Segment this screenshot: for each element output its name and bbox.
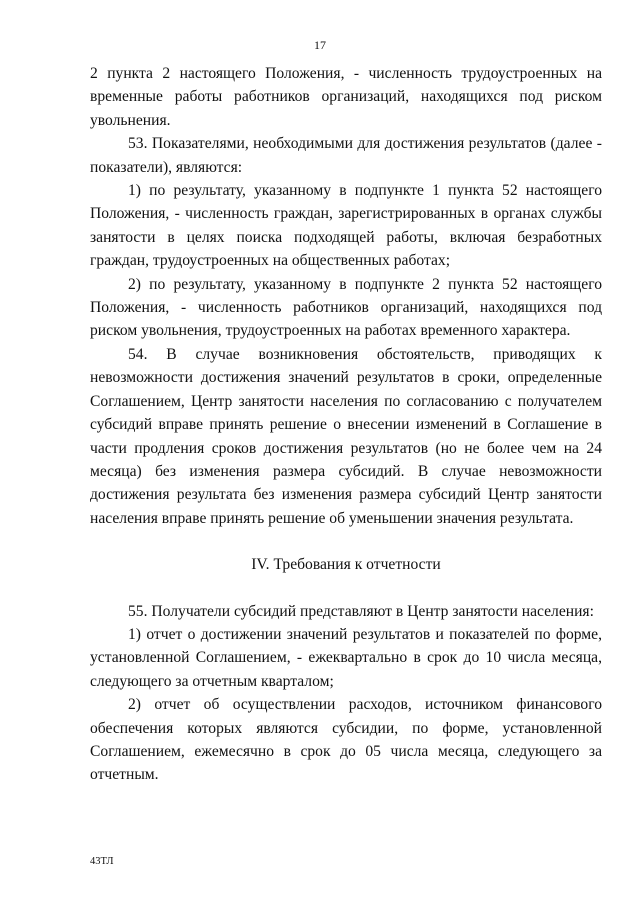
paragraph-54: 54. В случае возникновения обстоятельств, приводящих к невозможности достижения значений результатов в сроки, определенные Соглашением, Центр занятости населения по согласованию с получателем субсидий вправе принять решение о внесении изменений в Соглашение в части продления сроков достижения результатов (но не более чем на 24 месяца) без изменения размера субсидий. В случае невозможности достижения результата без изменения размера субсидий Центр занятости населения вправе принять решение об уменьшении значения результата.	[90, 345, 602, 527]
paragraph-55: 55. Получатели субсидий представляют в Центр занятости населения:	[128, 602, 594, 620]
paragraph-53: 53. Показателями, необходимыми для достижения результатов (далее - показатели), являются:	[90, 135, 602, 176]
page-number: 17	[314, 38, 326, 52]
paragraph-continuation: 2 пункта 2 настоящего Положения, - численность трудоустроенных на временные работы работников организаций, находящихся под риском увольнения.	[90, 65, 602, 129]
document-body	[90, 62, 602, 787]
paragraph-53-item-1: 1) по результату, указанному в подпункте 1 пункта 52 настоящего Положения, - численность граждан, зарегистрированных в органах службы занятости в целях поиска подходящей работы, включая безработных граждан, трудоустроенных на общественных работах;	[90, 182, 602, 270]
footer-document-code: 43ТЛ	[90, 856, 114, 867]
section-heading: IV. Требования к отчетности	[251, 556, 441, 574]
paragraph-55-item-2: 2) отчет об осуществлении расходов, источником финансового обеспечения которых являются субсидии, по форме, установленной Соглашением, ежемесячно в срок до 05 числа месяца, следующего за отчетным.	[90, 696, 602, 784]
paragraph-53-item-2: 2) по результату, указанному в подпункте 2 пункта 52 настоящего Положения, - численность работников организаций, находящихся под риском увольнения, трудоустроенных на работах временного характера.	[90, 275, 602, 340]
paragraph-55-item-1: 1) отчет о достижении значений результатов и показателей по форме, установленной Соглашением, - ежеквартально в срок до 10 числа месяца, следующего за отчетным кварталом;	[90, 625, 602, 690]
